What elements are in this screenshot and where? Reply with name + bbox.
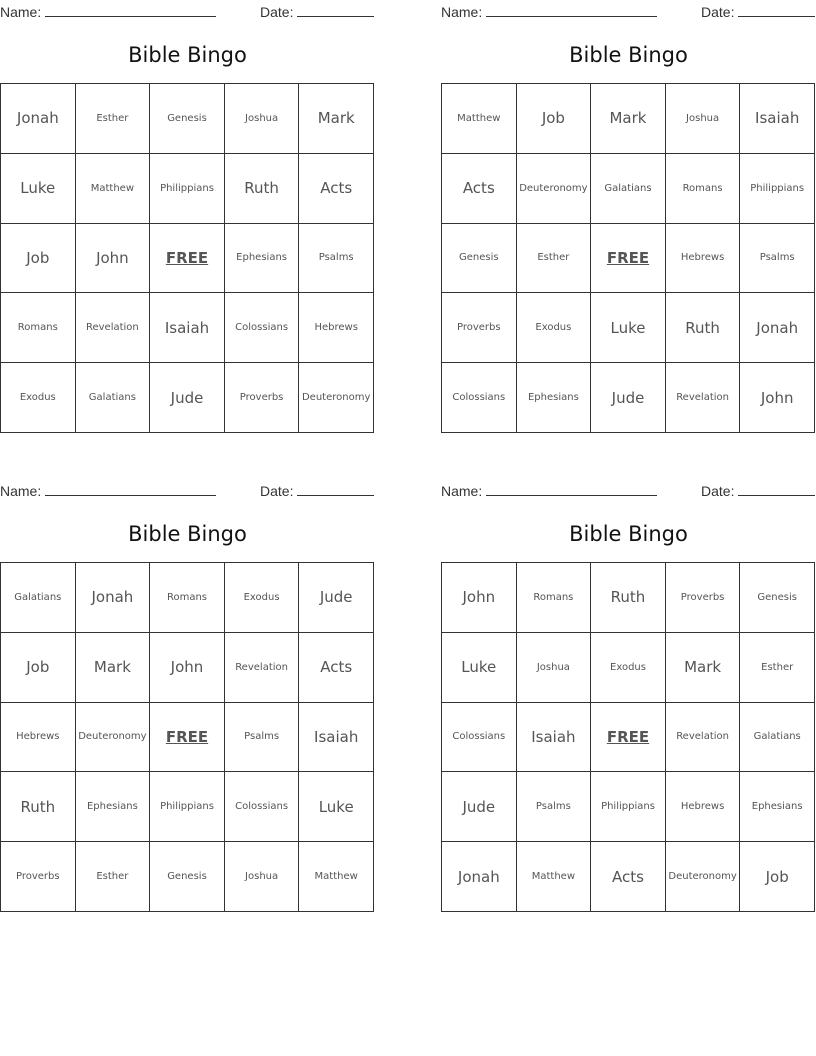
- bingo-cell[interactable]: Hebrews: [1, 703, 76, 773]
- bingo-cell[interactable]: Ephesians: [76, 772, 151, 842]
- date-blank-line[interactable]: [738, 481, 815, 496]
- card-title: Bible Bingo: [569, 522, 688, 546]
- bingo-cell[interactable]: Luke: [442, 633, 517, 703]
- date-blank-line[interactable]: [297, 481, 374, 496]
- bingo-grid: [441, 562, 815, 912]
- bingo-cell[interactable]: Psalms: [225, 703, 300, 773]
- bingo-cell[interactable]: Esther: [76, 842, 151, 912]
- bingo-cell[interactable]: Psalms: [299, 224, 374, 294]
- bingo-cell[interactable]: Hebrews: [666, 224, 741, 294]
- date-blank-line[interactable]: [738, 2, 815, 17]
- card-header: [0, 0, 375, 20]
- bingo-cell[interactable]: Philippians: [591, 772, 666, 842]
- bingo-cell[interactable]: Philippians: [150, 772, 225, 842]
- bingo-cell[interactable]: Galatians: [1, 563, 76, 633]
- name-blank-line[interactable]: [486, 481, 657, 496]
- bingo-cell[interactable]: Jude: [299, 563, 374, 633]
- card-header: [441, 0, 816, 20]
- bingo-cell[interactable]: Jude: [442, 772, 517, 842]
- bingo-cell[interactable]: Deuteronomy: [76, 703, 151, 773]
- bingo-cell[interactable]: Romans: [517, 563, 592, 633]
- bingo-cell[interactable]: Ephesians: [517, 363, 592, 433]
- bingo-cell[interactable]: Esther: [740, 633, 815, 703]
- card-header: [441, 479, 816, 499]
- bingo-cell[interactable]: Jude: [591, 363, 666, 433]
- bingo-cell[interactable]: Philippians: [150, 154, 225, 224]
- bingo-cell[interactable]: Ephesians: [225, 224, 300, 294]
- bingo-cell[interactable]: Luke: [1, 154, 76, 224]
- date-field: [260, 2, 374, 20]
- date-field: [701, 2, 815, 20]
- bingo-cell[interactable]: Psalms: [740, 224, 815, 294]
- card-title: Bible Bingo: [128, 43, 247, 67]
- bingo-cell[interactable]: Romans: [150, 563, 225, 633]
- bingo-cell[interactable]: Isaiah: [299, 703, 374, 773]
- card-title: Bible Bingo: [128, 522, 247, 546]
- bingo-cell[interactable]: Proverbs: [1, 842, 76, 912]
- bingo-cell[interactable]: Joshua: [225, 84, 300, 154]
- bingo-cell[interactable]: Acts: [299, 154, 374, 224]
- bingo-cell[interactable]: Acts: [591, 842, 666, 912]
- bingo-grid: [0, 83, 374, 433]
- bingo-cell[interactable]: Genesis: [150, 84, 225, 154]
- bingo-grid: [0, 562, 374, 912]
- card-title: Bible Bingo: [569, 43, 688, 67]
- date-label: Date:: [701, 4, 735, 20]
- bingo-cell[interactable]: Ruth: [591, 563, 666, 633]
- bingo-cell[interactable]: John: [76, 224, 151, 294]
- bingo-cell[interactable]: Isaiah: [150, 293, 225, 363]
- bingo-cell[interactable]: Luke: [299, 772, 374, 842]
- free-space-cell[interactable]: FREE: [150, 703, 225, 773]
- bingo-cell[interactable]: Isaiah: [740, 84, 815, 154]
- bingo-cell[interactable]: Philippians: [740, 154, 815, 224]
- bingo-cell[interactable]: Deuteronomy: [666, 842, 741, 912]
- bingo-cell[interactable]: Genesis: [150, 842, 225, 912]
- bingo-cell[interactable]: Matthew: [517, 842, 592, 912]
- name-label: Name:: [441, 4, 483, 20]
- bingo-cell[interactable]: Revelation: [225, 633, 300, 703]
- bingo-cell[interactable]: Exodus: [517, 293, 592, 363]
- name-label: Name:: [0, 483, 42, 499]
- bingo-cell[interactable]: Acts: [299, 633, 374, 703]
- name-field: [0, 2, 216, 20]
- bingo-cell[interactable]: Exodus: [225, 563, 300, 633]
- bingo-cell[interactable]: Jonah: [76, 563, 151, 633]
- name-field: [441, 2, 657, 20]
- name-field: [441, 481, 657, 499]
- bingo-cell[interactable]: John: [150, 633, 225, 703]
- name-blank-line[interactable]: [45, 2, 216, 17]
- name-blank-line[interactable]: [45, 481, 216, 496]
- bingo-cell[interactable]: Psalms: [517, 772, 592, 842]
- bingo-cell[interactable]: Jonah: [740, 293, 815, 363]
- bingo-cell[interactable]: Romans: [1, 293, 76, 363]
- bingo-cell[interactable]: Revelation: [666, 703, 741, 773]
- bingo-cell[interactable]: Mark: [76, 633, 151, 703]
- free-space-cell[interactable]: FREE: [591, 703, 666, 773]
- bingo-cell[interactable]: Luke: [591, 293, 666, 363]
- bingo-cell[interactable]: Job: [740, 842, 815, 912]
- bingo-cell[interactable]: Matthew: [442, 84, 517, 154]
- bingo-grid: [441, 83, 815, 433]
- bingo-cell[interactable]: Genesis: [740, 563, 815, 633]
- bingo-cell[interactable]: Colossians: [442, 703, 517, 773]
- bingo-cell[interactable]: Job: [1, 633, 76, 703]
- bingo-cell[interactable]: Ruth: [1, 772, 76, 842]
- bingo-cell[interactable]: Galatians: [740, 703, 815, 773]
- name-blank-line[interactable]: [486, 2, 657, 17]
- bingo-cell[interactable]: John: [442, 563, 517, 633]
- bingo-cell[interactable]: Hebrews: [666, 772, 741, 842]
- bingo-cell[interactable]: Mark: [591, 84, 666, 154]
- name-label: Name:: [441, 483, 483, 499]
- bingo-cell[interactable]: Colossians: [225, 772, 300, 842]
- bingo-cell[interactable]: Colossians: [442, 363, 517, 433]
- bingo-cell[interactable]: Mark: [299, 84, 374, 154]
- card-header: [0, 479, 375, 499]
- date-field: [701, 481, 815, 499]
- name-label: Name:: [0, 4, 42, 20]
- bingo-cell[interactable]: Colossians: [225, 293, 300, 363]
- bingo-cell[interactable]: Job: [1, 224, 76, 294]
- bingo-cell[interactable]: Jude: [150, 363, 225, 433]
- bingo-cell[interactable]: Joshua: [517, 633, 592, 703]
- bingo-cell[interactable]: Matthew: [299, 842, 374, 912]
- bingo-cell[interactable]: Proverbs: [225, 363, 300, 433]
- date-label: Date:: [260, 4, 294, 20]
- bingo-cell[interactable]: Acts: [442, 154, 517, 224]
- bingo-cell[interactable]: Hebrews: [299, 293, 374, 363]
- date-blank-line[interactable]: [297, 2, 374, 17]
- bingo-cell[interactable]: Galatians: [76, 363, 151, 433]
- bingo-cell[interactable]: Ephesians: [740, 772, 815, 842]
- bingo-cell[interactable]: Mark: [666, 633, 741, 703]
- bingo-cell[interactable]: Jonah: [442, 842, 517, 912]
- bingo-cell[interactable]: Deuteronomy: [299, 363, 374, 433]
- bingo-cell[interactable]: Ruth: [225, 154, 300, 224]
- date-field: [260, 481, 374, 499]
- bingo-cell[interactable]: Exodus: [1, 363, 76, 433]
- bingo-cell[interactable]: Esther: [76, 84, 151, 154]
- bingo-cell[interactable]: Jonah: [1, 84, 76, 154]
- bingo-cell[interactable]: Revelation: [76, 293, 151, 363]
- bingo-cell[interactable]: Proverbs: [666, 563, 741, 633]
- bingo-cell[interactable]: Exodus: [591, 633, 666, 703]
- bingo-cell[interactable]: Joshua: [225, 842, 300, 912]
- name-field: [0, 481, 216, 499]
- bingo-cell[interactable]: Job: [517, 84, 592, 154]
- bingo-cell[interactable]: Proverbs: [442, 293, 517, 363]
- bingo-cell[interactable]: Joshua: [666, 84, 741, 154]
- bingo-cell[interactable]: Matthew: [76, 154, 151, 224]
- bingo-cell[interactable]: Isaiah: [517, 703, 592, 773]
- free-space-cell[interactable]: FREE: [591, 224, 666, 294]
- bingo-cell[interactable]: John: [740, 363, 815, 433]
- date-label: Date:: [260, 483, 294, 499]
- date-label: Date:: [701, 483, 735, 499]
- bingo-cell[interactable]: Esther: [517, 224, 592, 294]
- bingo-cell[interactable]: Galatians: [591, 154, 666, 224]
- free-space-cell[interactable]: FREE: [150, 224, 225, 294]
- bingo-cell[interactable]: Genesis: [442, 224, 517, 294]
- bingo-cell[interactable]: Deuteronomy: [517, 154, 592, 224]
- bingo-cell[interactable]: Revelation: [666, 363, 741, 433]
- bingo-cell[interactable]: Ruth: [666, 293, 741, 363]
- bingo-cell[interactable]: Romans: [666, 154, 741, 224]
